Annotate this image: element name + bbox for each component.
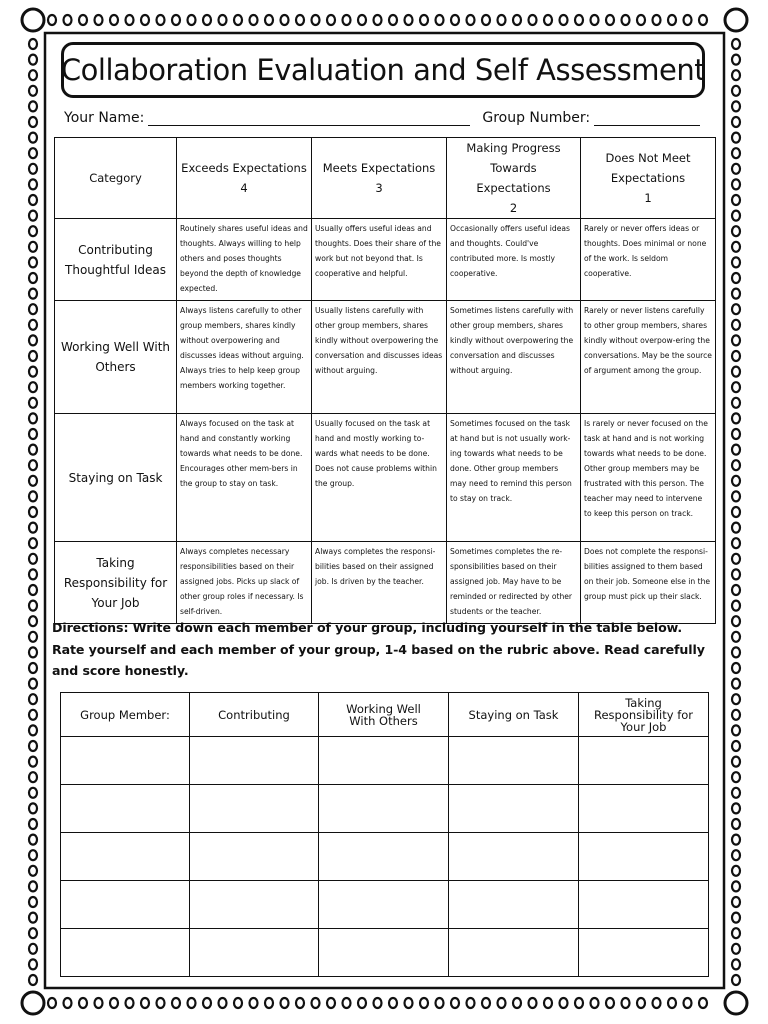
frame-dot [732, 86, 740, 96]
frame-dot [482, 998, 490, 1008]
frame-dot [732, 710, 740, 720]
frame-dot [622, 998, 630, 1008]
frame-dot [29, 101, 37, 111]
frame-dot [732, 304, 740, 314]
frame-dot [732, 788, 740, 798]
frame-dot [732, 133, 740, 143]
frame-dot [29, 476, 37, 486]
frame-dot [732, 491, 740, 501]
frame-dot [732, 507, 740, 517]
frame-dot [29, 164, 37, 174]
frame-dot [732, 772, 740, 782]
score-header-contributing: Contributing [190, 693, 319, 737]
score-cell[interactable] [579, 785, 709, 833]
frame-dot [188, 998, 196, 1008]
frame-dot [281, 998, 289, 1008]
frame-dot [29, 741, 37, 751]
rubric-header-making-progress [447, 138, 581, 219]
rubric-cell: Sometimes listens carefully with other group members, shares kindly without overpowering the conversation and discusses without arguing. [447, 301, 581, 414]
score-row [61, 737, 709, 785]
frame-dot [29, 273, 37, 283]
frame-dot [622, 15, 630, 25]
frame-dot [575, 998, 583, 1008]
frame-dot [732, 725, 740, 735]
frame-dot [732, 101, 740, 111]
frame-dot [732, 39, 740, 49]
frame-dot [29, 507, 37, 517]
score-cell[interactable] [319, 929, 449, 977]
frame-dot [732, 476, 740, 486]
frame-dot [29, 335, 37, 345]
frame-dot [732, 445, 740, 455]
directions-text: Directions: Write down each member of your group, including yourself in the table below. Rate yourself and each member of your group, 1-4 based on the rubric above. Read carefully and score honestly. [52, 620, 705, 678]
frame-dot [606, 15, 614, 25]
frame-dot [110, 998, 118, 1008]
title-box [61, 42, 705, 98]
frame-dot [29, 944, 37, 954]
frame-dot [64, 15, 72, 25]
rubric-cell: Does not complete the responsi-bilities assigned to them based on their job. Someone else in the group must pick up their slack. [581, 542, 716, 624]
frame-dot [732, 289, 740, 299]
frame-dot [513, 15, 521, 25]
frame-dot [684, 998, 692, 1008]
frame-dot [732, 257, 740, 267]
frame-dot [732, 866, 740, 876]
frame-dot [312, 15, 320, 25]
frame-dot [64, 998, 72, 1008]
frame-dot [157, 15, 165, 25]
frame-dot [29, 757, 37, 767]
rubric-header-score: 2 [509, 201, 518, 215]
frame-dot [296, 998, 304, 1008]
frame-dot [29, 320, 37, 330]
score-cell[interactable] [319, 881, 449, 929]
frame-dot [732, 554, 740, 564]
rubric-cell: Always completes necessary responsibilities based on their assigned jobs. Picks up slack of other group roles if necessary. Is self-driven. [177, 542, 312, 624]
score-cell[interactable] [579, 929, 709, 977]
frame-dot [29, 866, 37, 876]
rubric-category: Working Well With Others [55, 301, 177, 414]
frame-dot [29, 881, 37, 891]
rubric-cell: Occasionally offers useful ideas and thoughts. Could've contributed more. Is mostly cooperative. [447, 219, 581, 301]
rubric-header-score: 3 [375, 181, 383, 195]
rubric-header-score: 4 [240, 181, 248, 195]
frame-dot [29, 585, 37, 595]
frame-dot [312, 998, 320, 1008]
rubric-category: Staying on Task [55, 414, 177, 542]
rubric-category: Contributing Thoughtful Ideas [55, 219, 177, 301]
frame-dot [29, 429, 37, 439]
frame-dot [637, 998, 645, 1008]
rubric-category: Taking Responsibility for Your Job [55, 542, 177, 624]
frame-dot [29, 523, 37, 533]
score-header-working-well: Working Well With Others [319, 693, 449, 737]
frame-dot [560, 15, 568, 25]
score-cell[interactable] [579, 833, 709, 881]
frame-dot [29, 959, 37, 969]
frame-dot [29, 195, 37, 205]
score-cell[interactable] [190, 785, 319, 833]
frame-dot [544, 15, 552, 25]
frame-dot [172, 998, 180, 1008]
score-cell[interactable] [449, 881, 579, 929]
frame-dot [732, 148, 740, 158]
rubric-cell: Rarely or never listens carefully to other group members, shares kindly without overpow-ering the conversations. May be the source of argument among the group. [581, 301, 716, 414]
frame-dot [29, 133, 37, 143]
frame-dot [732, 195, 740, 205]
frame-dot [188, 15, 196, 25]
frame-dot [48, 998, 56, 1008]
score-row [61, 929, 709, 977]
frame-dot [358, 998, 366, 1008]
frame-dot [157, 998, 165, 1008]
frame-dot [732, 569, 740, 579]
frame-dot [732, 757, 740, 767]
score-row [61, 881, 709, 929]
frame-dot [141, 15, 149, 25]
score-cell[interactable] [190, 833, 319, 881]
rubric-header-does-not-meet [581, 138, 716, 219]
frame-dot [374, 15, 382, 25]
frame-dot [389, 998, 397, 1008]
score-cell[interactable] [190, 881, 319, 929]
frame-dot [732, 413, 740, 423]
score-cell[interactable] [61, 881, 190, 929]
frame-dot [95, 15, 103, 25]
frame-dot [467, 15, 475, 25]
rubric-header-label: Meets Expectations [322, 161, 436, 175]
frame-dot [732, 679, 740, 689]
frame-dot [327, 998, 335, 1008]
frame-dot [732, 616, 740, 626]
frame-dot [29, 538, 37, 548]
frame-dot [250, 15, 258, 25]
page-title: Collaboration Evaluation and Self Assessment [60, 53, 706, 87]
score-header-row [61, 693, 709, 737]
frame-dot [29, 725, 37, 735]
frame-dot [79, 15, 87, 25]
score-cell[interactable] [61, 929, 190, 977]
frame-dot [732, 164, 740, 174]
frame-dot [684, 15, 692, 25]
frame-dot [374, 998, 382, 1008]
score-cell[interactable] [449, 785, 579, 833]
frame-dot [29, 554, 37, 564]
score-row [61, 833, 709, 881]
frame-dot [29, 647, 37, 657]
frame-dot [732, 398, 740, 408]
score-cell[interactable] [579, 881, 709, 929]
frame-dot [732, 460, 740, 470]
frame-dot [732, 538, 740, 548]
frame-dot [389, 15, 397, 25]
frame-dot [606, 998, 614, 1008]
frame-dot [732, 179, 740, 189]
score-cell[interactable] [449, 833, 579, 881]
rubric-header-score: 1 [644, 191, 652, 205]
score-cell[interactable] [319, 833, 449, 881]
frame-dot [29, 351, 37, 361]
score-cell[interactable] [61, 737, 190, 785]
frame-dot [29, 601, 37, 611]
frame-dot [110, 15, 118, 25]
rubric-header-label: Making Progress Towards Expectations [466, 141, 561, 195]
rubric-header-label: Does Not Meet Expectations [605, 151, 691, 185]
rubric-header-label: Category [89, 171, 142, 185]
frame-dot [95, 998, 103, 1008]
frame-dot [732, 211, 740, 221]
frame-dot [637, 15, 645, 25]
frame-dot [126, 998, 134, 1008]
rubric-cell: Always completes the responsi-bilities based on their assigned job. Is driven by the teacher. [312, 542, 447, 624]
rubric-header-row [55, 138, 716, 219]
frame-dot [29, 148, 37, 158]
frame-dot [29, 70, 37, 80]
frame-dot [29, 928, 37, 938]
frame-dot [732, 601, 740, 611]
frame-dot [732, 913, 740, 923]
rubric-cell: Rarely or never offers ideas or thoughts. Does minimal or none of the work. Is seldom cooperative. [581, 219, 716, 301]
frame-dot [29, 632, 37, 642]
rubric-cell: Routinely shares useful ideas and thoughts. Always willing to help others and poses thoughts beyond the depth of knowledge expected. [177, 219, 312, 301]
rubric-cell: Usually listens carefully with other group members, shares kindly without overpowering the conversation and discusses ideas without arguing. [312, 301, 447, 414]
frame-dot [732, 975, 740, 985]
frame-dot [498, 998, 506, 1008]
rubric-cell: Always listens carefully to other group members, shares kindly without overpowering and discusses ideas without arguing. Always tries to help keep group members working together. [177, 301, 312, 414]
frame-dot [699, 998, 707, 1008]
frame-dot [29, 226, 37, 236]
frame-dot [29, 367, 37, 377]
rubric-cell: Usually offers useful ideas and thoughts. Does their share of the work but not beyond that. Is cooperative and helpful. [312, 219, 447, 301]
frame-dot [29, 803, 37, 813]
frame-dot [29, 242, 37, 252]
frame-dot [732, 663, 740, 673]
rubric-cell: Always focused on the task at hand and constantly working towards what needs to be done. Encourages other mem-bers in the group to stay on task. [177, 414, 312, 542]
frame-dot [219, 998, 227, 1008]
frame-dot [482, 15, 490, 25]
frame-dot [653, 15, 661, 25]
score-cell[interactable] [579, 737, 709, 785]
frame-dot [296, 15, 304, 25]
frame-dot [29, 55, 37, 65]
frame-dot [591, 15, 599, 25]
rubric-cell: Sometimes completes the re-sponsibilities based on their assigned job. May have to be reminded or redirected by other students or the teacher. [447, 542, 581, 624]
score-cell[interactable] [61, 833, 190, 881]
frame-dot [29, 819, 37, 829]
frame-dot [732, 273, 740, 283]
name-row [64, 106, 704, 126]
frame-dot [79, 998, 87, 1008]
frame-dot [358, 15, 366, 25]
score-cell[interactable] [190, 929, 319, 977]
frame-dot [732, 694, 740, 704]
frame-dot [668, 15, 676, 25]
frame-dot [29, 304, 37, 314]
frame-dot [529, 15, 537, 25]
frame-dot [29, 835, 37, 845]
score-cell[interactable] [319, 737, 449, 785]
frame-dot [591, 998, 599, 1008]
frame-dot [405, 15, 413, 25]
frame-dot [265, 15, 273, 25]
rubric-cell: Usually focused on the task at hand and mostly working to-wards what needs to be done. Does not cause problems within the group. [312, 414, 447, 542]
frame-dot [29, 569, 37, 579]
frame-dot [544, 998, 552, 1008]
rubric-table [54, 137, 716, 624]
rubric-header-exceeds [177, 138, 312, 219]
frame-dot [29, 616, 37, 626]
frame-dot [29, 398, 37, 408]
frame-dot [29, 694, 37, 704]
score-row [61, 785, 709, 833]
frame-dot [29, 663, 37, 673]
score-header-staying-on-task: Staying on Task [449, 693, 579, 737]
frame-dot [29, 710, 37, 720]
frame-dot [29, 975, 37, 985]
frame-dot [29, 211, 37, 221]
your-name-line[interactable] [148, 111, 470, 126]
score-header-taking-responsibility: Taking Responsibility for Your Job [579, 693, 709, 737]
frame-dot [203, 15, 211, 25]
rubric-cell: Sometimes focused on the task at hand but is not usually work-ing towards what needs to be done. Other group members may need to remind this person to stay on track. [447, 414, 581, 542]
frame-dot [732, 70, 740, 80]
frame-dot [172, 15, 180, 25]
frame-dot [732, 835, 740, 845]
frame-dot [219, 15, 227, 25]
frame-dot [732, 117, 740, 127]
frame-dot [29, 460, 37, 470]
frame-dot [29, 289, 37, 299]
frame-dot [234, 998, 242, 1008]
frame-dot [498, 15, 506, 25]
rubric-row-contributing [55, 219, 716, 301]
frame-dot [732, 850, 740, 860]
frame-dot [343, 998, 351, 1008]
score-cell[interactable] [61, 785, 190, 833]
frame-dot [653, 998, 661, 1008]
frame-dot [513, 998, 521, 1008]
score-table [60, 692, 709, 977]
frame-dot [29, 257, 37, 267]
frame-dot [436, 15, 444, 25]
frame-dot [732, 242, 740, 252]
frame-dot [732, 944, 740, 954]
frame-dot [467, 998, 475, 1008]
score-cell[interactable] [449, 929, 579, 977]
score-cell[interactable] [449, 737, 579, 785]
frame-dot [420, 998, 428, 1008]
rubric-header-meets [312, 138, 447, 219]
group-number-label: Group Number: [482, 110, 591, 126]
frame-dot [265, 998, 273, 1008]
frame-dot [29, 413, 37, 423]
frame-dot [732, 585, 740, 595]
frame-dot [203, 998, 211, 1008]
frame-dot [29, 445, 37, 455]
frame-dot [29, 913, 37, 923]
score-cell[interactable] [319, 785, 449, 833]
rubric-header-category [55, 138, 177, 219]
frame-dot [29, 788, 37, 798]
rubric-row-taking-responsibility [55, 542, 716, 624]
score-cell[interactable] [190, 737, 319, 785]
frame-dot [732, 819, 740, 829]
frame-dot [732, 367, 740, 377]
frame-dot [234, 15, 242, 25]
frame-dot [327, 15, 335, 25]
frame-dot [29, 772, 37, 782]
frame-dot [732, 351, 740, 361]
rubric-row-staying-on-task [55, 414, 716, 542]
frame-dot [732, 382, 740, 392]
frame-dot [732, 429, 740, 439]
frame-dot [732, 959, 740, 969]
frame-dot [732, 632, 740, 642]
frame-dot [451, 998, 459, 1008]
rubric-cell: Is rarely or never focused on the task at hand and is not working towards what needs to be done. Other group members may be frustrated with this person. The teacher may need to intervene to keep this person on track. [581, 414, 716, 542]
frame-dot [732, 226, 740, 236]
frame-dot [29, 39, 37, 49]
frame-dot [732, 647, 740, 657]
frame-dot [732, 55, 740, 65]
frame-dot [732, 320, 740, 330]
your-name-label: Your Name: [64, 110, 145, 126]
frame-dot [29, 117, 37, 127]
frame-dot [436, 998, 444, 1008]
frame-dot [29, 179, 37, 189]
frame-dot [732, 741, 740, 751]
frame-dot [29, 679, 37, 689]
frame-dot [48, 15, 56, 25]
frame-dot [699, 15, 707, 25]
frame-dot [560, 998, 568, 1008]
frame-dot [29, 850, 37, 860]
rubric-row-working-well [55, 301, 716, 414]
frame-dot [141, 998, 149, 1008]
frame-dot [29, 897, 37, 907]
frame-dot [732, 803, 740, 813]
frame-dot [529, 998, 537, 1008]
frame-dot [250, 998, 258, 1008]
frame-dot [281, 15, 289, 25]
frame-dot [405, 998, 413, 1008]
frame-dot [668, 998, 676, 1008]
frame-dot [343, 15, 351, 25]
frame-dot [29, 382, 37, 392]
frame-dot [29, 491, 37, 501]
rubric-header-label: Exceeds Expectations [181, 161, 307, 175]
score-header-group-member: Group Member: [61, 693, 190, 737]
frame-dot [29, 86, 37, 96]
frame-dot [732, 523, 740, 533]
frame-dot [420, 15, 428, 25]
group-number-line[interactable] [594, 111, 700, 126]
frame-dot [575, 15, 583, 25]
frame-dot [126, 15, 134, 25]
frame-dot [451, 15, 459, 25]
frame-dot [732, 928, 740, 938]
frame-dot [732, 335, 740, 345]
frame-dot [732, 881, 740, 891]
frame-dot [732, 897, 740, 907]
